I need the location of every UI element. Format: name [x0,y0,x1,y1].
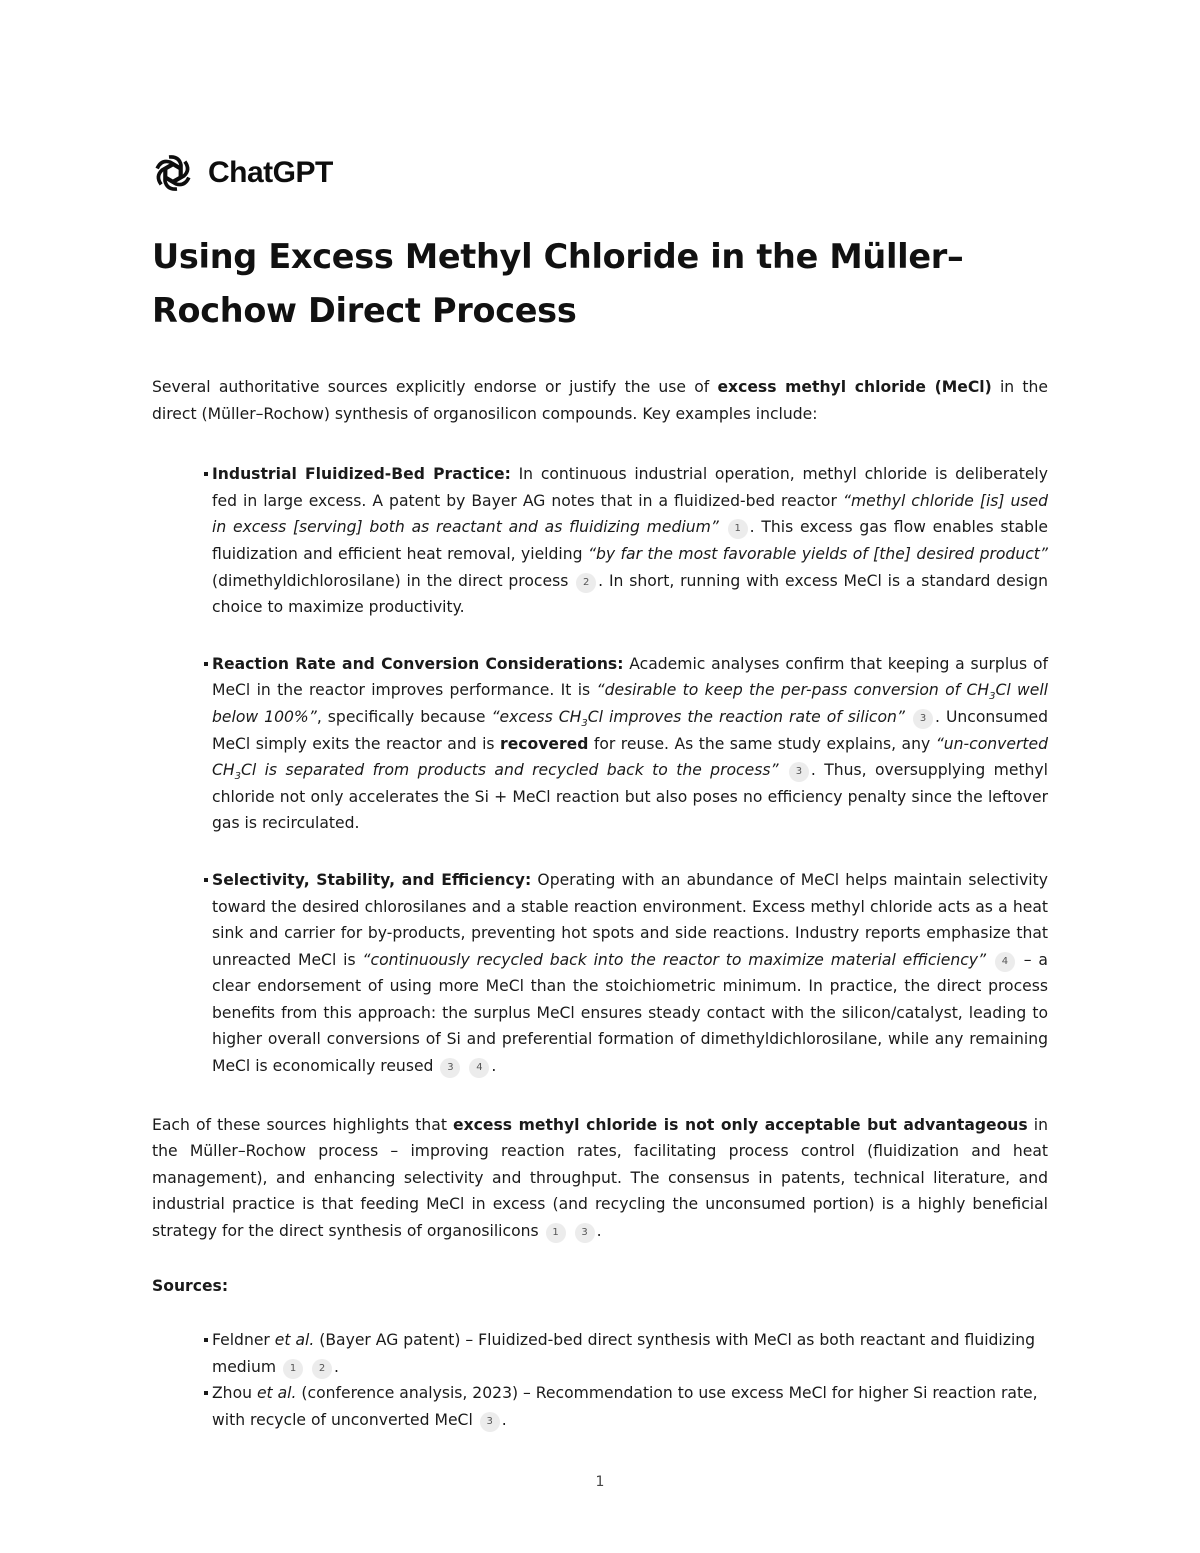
citation-badge[interactable]: 3 [789,762,809,782]
document-page [152,150,1048,1434]
point-heading: Selectivity, Stability, and Efficiency: [212,870,532,889]
point-text: Academic analyses confirm that keeping a surplus of MeCl in the reactor improves performance. It is [212,654,1048,700]
subscript: 3 [989,691,996,703]
quote-part: “desirable to keep the per-pass conversion of CH [596,681,990,700]
citation-badge[interactable]: 1 [728,519,748,539]
summary-paragraph [152,1112,1048,1245]
citation-badge[interactable]: 3 [913,709,933,729]
list-item-selectivity [212,867,1048,1080]
list-item-reaction-rate [212,651,1048,837]
page-title: Using Excess Methyl Chloride in the Müller–Rochow Direct Process [152,237,964,330]
summary-text: in the Müller–Rochow process – improving reaction rates, facilitating process control (fluidization and heat management), and enhancing selectivity and throughput. The consensus in patents, technical literature, and industrial practice is that feeding MeCl in excess (and recycling the unconsumed portion) is a highly beneficial strategy for the direct synthesis of organosilicons [152,1115,1048,1241]
source-etal: et al. [256,1384,297,1403]
summary-text-end: . [596,1222,602,1241]
subscript: 3 [234,771,241,783]
citation-badge[interactable]: 4 [995,952,1015,972]
quote: “by far the most favorable yields of [the] desired product” [587,544,1048,563]
key-examples-list [152,461,1048,1079]
intro-paragraph [152,374,1048,427]
source-item [212,1327,1048,1380]
source-text: (conference analysis, 2023) – Recommendation to use excess MeCl for higher Si reaction rate, with recycle of unconverted MeCl [212,1384,1038,1429]
summary-bold: excess methyl chloride is not only acceptable but advantageous [453,1115,1028,1134]
quote-part: Cl improves the reaction rate of silicon” [587,707,905,726]
summary-text: Each of these sources highlights that [152,1115,454,1134]
page-number: 1 [595,1474,605,1490]
point-text: . Thus, oversupplying methyl chloride not only accelerates the Si + MeCl reaction but also poses no efficiency penalty since the leftover gas is recirculated. [212,761,1048,833]
point-text: . In short, running with excess MeCl is a standard design choice to maximize productivity. [212,571,1049,617]
point-text: for reuse. As the same study explains, any [588,734,936,753]
point-heading: Industrial Fluidized-Bed Practice: [212,465,511,484]
source-author: Zhou [212,1384,257,1403]
point-text: (dimethyldichlorosilane) in the direct process [212,571,575,590]
quote-part: “un-converted CH [212,734,1048,780]
citation-badge[interactable]: 1 [283,1359,303,1379]
quote: “continuously recycled back into the reactor to maximize material efficiency” [362,950,987,969]
intro-text-end: in the direct (Müller–Rochow) synthesis of organosilicon compounds. Key examples include: [152,378,1048,423]
citation-badge[interactable]: 4 [469,1058,489,1078]
source-text-end: . [334,1357,339,1376]
quote-part: “excess CH [491,707,582,726]
quote: “methyl chloride [is] used in excess [serving] both as reactant and as fluidizing medium” [212,491,1048,537]
citation-badge[interactable]: 2 [312,1359,332,1379]
point-heading: Reaction Rate and Conversion Considerations: [212,654,624,673]
citation-badge[interactable]: 2 [576,573,596,593]
list-item-fluidized-bed [212,461,1048,621]
bold-text: recovered [500,734,589,753]
subscript: 3 [581,718,588,730]
source-author: Feldner [212,1331,275,1350]
source-text-end: . [501,1411,507,1429]
quote-part: Cl is separated from products and recycled back to the process” [241,761,779,780]
point-text: . This excess gas flow enables stable fluidization and efficient heat removal, yielding [212,518,1048,563]
quote [491,707,905,730]
point-text: In continuous industrial operation, methyl chloride is deliberately fed in large excess. A patent by Bayer AG notes that in a fluidized-bed reactor [212,465,1048,510]
citation-badge[interactable]: 3 [480,1412,500,1432]
point-text: . Unconsumed MeCl simply exits the reactor and is [212,707,1048,753]
point-text: . [491,1057,497,1076]
intro-bold: excess methyl chloride (MeCl) [717,378,992,396]
source-item [212,1380,1048,1433]
point-text: Operating with an abundance of MeCl helps maintain selectivity toward the desired chlorosilanes and a stable reaction environment. Excess methyl chloride acts as a heat sink and carrier for by-products, preventing hot spots and side reactions. Industry reports emphasize that unreacted MeCl is [212,870,1048,969]
intro-text: Several authoritative sources explicitly endorse or justify the use of [152,378,718,396]
brand-name: ChatGPT [208,156,333,189]
brand-header [152,150,1048,196]
point-text: , specifically because [316,707,492,726]
citation-badge[interactable]: 3 [575,1223,595,1243]
sources-heading: Sources: [152,1276,229,1295]
openai-logo-icon [152,152,194,194]
point-text: – a clear endorsement of using more MeCl than the stoichiometric minimum. In practice, the direct process benefits from this approach: the surplus MeCl ensures steady contact with the silicon/catalyst, leading to higher overall conversions of Si and preferential formation of dimethyldichlorosilane, while any remaining MeCl is economically reused [212,950,1048,1076]
sources-list [152,1327,1048,1433]
source-etal: et al. [274,1331,315,1350]
citation-badge[interactable]: 3 [440,1058,460,1078]
source-text: (Bayer AG patent) – Fluidized-bed direct synthesis with MeCl as both reactant and fluidizing medium [212,1331,1036,1376]
quote-part: Cl well below 100%” [212,681,1048,726]
citation-badge[interactable]: 1 [546,1223,566,1243]
